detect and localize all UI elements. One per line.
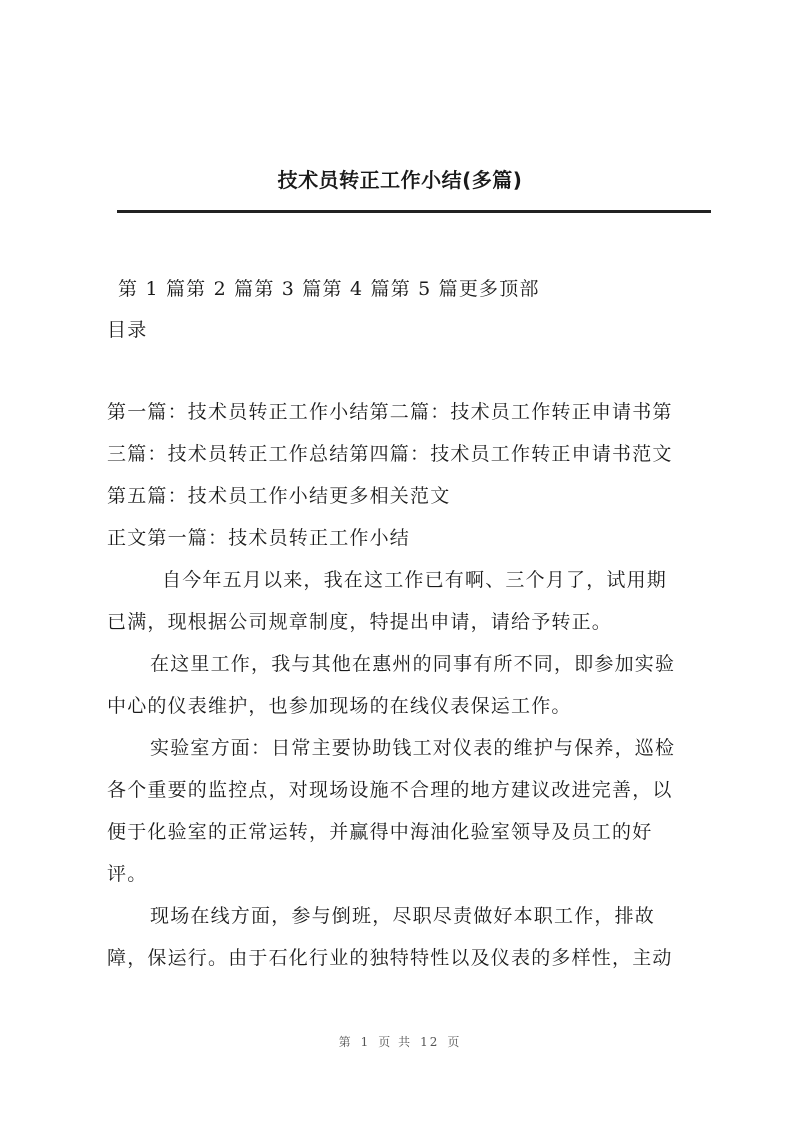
nav-link-part-4[interactable]: 第 4 篇 [322,278,391,300]
nav-link-part-3[interactable]: 第 3 篇 [254,278,323,300]
nav-link-more[interactable]: 更多 [458,278,500,300]
paragraph-line: 障，保运行。由于石化行业的独特特性以及仪表的多样性，主动 [107,947,673,969]
toc-heading: 目录 [107,319,148,341]
nav-link-part-1[interactable]: 第 1 篇 [118,278,187,300]
footer-page-number: 1 [360,1035,371,1049]
section-nav [118,274,540,301]
paragraph-line: 评。 [107,863,148,885]
toc-line: 第一篇：技术员转正工作小结第二篇：技术员工作转正申请书第 [107,401,673,423]
footer-page-suffix: 页 [447,1035,462,1049]
paragraph-line: 中心的仪表维护，也参加现场的在线仪表保运工作。 [107,695,572,717]
paragraph-line: 自今年五月以来，我在这工作已有啊、三个月了，试用期 [162,569,668,591]
paragraph-line: 实验室方面：日常主要协助钱工对仪表的维护与保养，巡检 [150,737,676,759]
footer-total-pages: 12 [420,1035,440,1049]
title-underline [117,210,711,213]
paragraph-line: 现场在线方面，参与倒班，尽职尽责做好本职工作，排故 [150,905,656,927]
nav-link-part-2[interactable]: 第 2 篇 [186,278,255,300]
nav-link-top[interactable]: 顶部 [499,278,540,300]
body-heading: 正文第一篇：技术员转正工作小结 [107,527,411,549]
nav-link-part-5[interactable]: 第 5 篇 [390,278,459,300]
toc-line: 三篇：技术员转正工作总结第四篇：技术员工作转正申请书范文 [107,443,673,465]
toc-line: 第五篇：技术员工作小结更多相关范文 [107,485,451,507]
paragraph-line: 便于化验室的正常运转，并赢得中海油化验室领导及员工的好 [107,821,653,843]
paragraph-line: 在这里工作，我与其他在惠州的同事有所不同，即参加实验 [150,653,676,675]
paragraph-line: 各个重要的监控点，对现场设施不合理的地方建议改进完善，以 [107,779,673,801]
footer-page-label: 第 [338,1035,353,1049]
document-title: 技术员转正工作小结(多篇) [277,168,523,192]
footer-page-of: 页 共 [378,1035,413,1049]
paragraph-line: 已满，现根据公司规章制度，特提出申请，请给予转正。 [107,611,613,633]
page-footer [0,1033,800,1050]
